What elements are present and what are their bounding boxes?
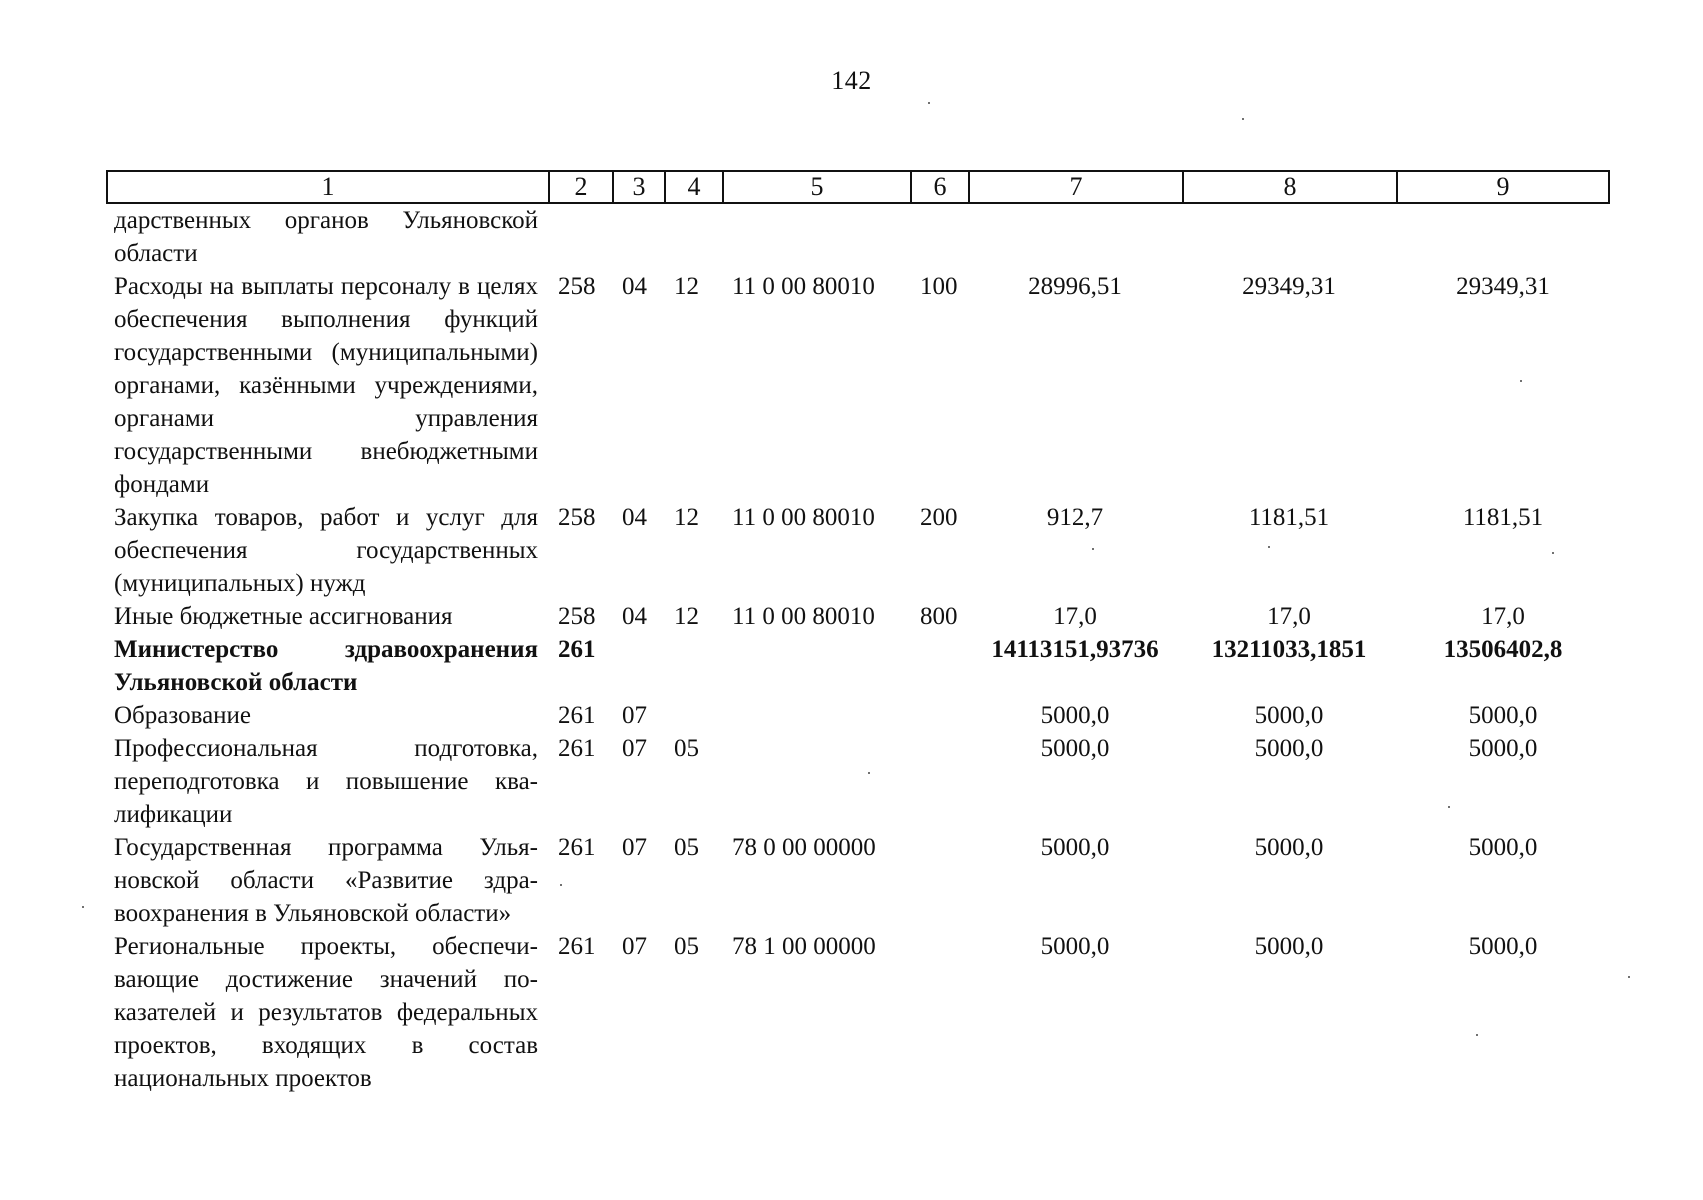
table-row <box>106 204 1610 270</box>
expense-type-cell <box>910 930 968 1095</box>
table-row <box>106 699 1610 732</box>
ministry-code-cell: 258 <box>558 273 596 300</box>
table-row <box>106 270 1610 501</box>
ministry-code-cell: 261 <box>558 636 596 663</box>
table-row <box>106 633 1610 699</box>
amount-year3-cell <box>1396 204 1610 270</box>
table-row <box>106 732 1610 831</box>
amount-year2-cell: 17,0 <box>1267 603 1311 630</box>
expense-type-cell: 200 <box>920 504 958 531</box>
target-article-cell <box>722 633 910 699</box>
target-article-cell: 11 0 00 80010 <box>732 603 875 630</box>
row-name-cell: Региональные проекты, обеспечивающие достижение значений показателей и результатов федеральных проектов, входящих в состав национальных проектов <box>114 933 538 1092</box>
ministry-code-cell: 258 <box>558 504 596 531</box>
target-article-cell: 78 0 00 00000 <box>732 834 876 861</box>
column-header: 4 <box>664 170 722 204</box>
column-header: 9 <box>1396 170 1610 204</box>
column-header: 7 <box>968 170 1182 204</box>
table-row <box>106 501 1610 600</box>
expense-type-cell <box>910 732 968 831</box>
column-header: 3 <box>612 170 664 204</box>
amount-year1-cell: 14113151,93736 <box>991 636 1159 663</box>
target-article-cell <box>722 732 910 831</box>
row-name-cell: дарственных органов Ульяновской области <box>114 207 538 267</box>
amount-year2-cell <box>1182 204 1396 270</box>
row-name-cell: Министерство здравоохранения Ульяновской области <box>114 636 538 696</box>
scan-speck <box>1628 976 1630 978</box>
budget-table <box>106 204 1610 1095</box>
section-code-cell: 04 <box>622 504 647 531</box>
section-code-cell: 04 <box>622 273 647 300</box>
amount-year3-cell: 5000,0 <box>1468 933 1538 960</box>
expense-type-cell: 100 <box>920 273 958 300</box>
page-number: 142 <box>831 66 872 95</box>
expense-type-cell <box>910 699 968 732</box>
amount-year1-cell: 912,7 <box>1046 504 1104 531</box>
amount-year1-cell: 17,0 <box>1053 603 1097 630</box>
target-article-cell: 78 1 00 00000 <box>732 933 876 960</box>
row-name-cell: Профессиональная подготовка, переподготовка и повышение квалификации <box>114 735 538 828</box>
expense-type-cell <box>910 831 968 930</box>
column-header: 5 <box>722 170 910 204</box>
amount-year2-cell: 1181,51 <box>1248 504 1330 531</box>
amount-year1-cell: 5000,0 <box>1040 834 1110 861</box>
section-code-cell <box>612 633 664 699</box>
ministry-code-cell <box>548 204 612 270</box>
amount-year3-cell: 13506402,8 <box>1443 636 1563 663</box>
amount-year3-cell: 29349,31 <box>1456 273 1550 300</box>
amount-year1-cell: 28996,51 <box>1028 273 1122 300</box>
amount-year3-cell: 5000,0 <box>1468 735 1538 762</box>
amount-year2-cell: 5000,0 <box>1254 933 1324 960</box>
column-header: 2 <box>548 170 612 204</box>
row-name-cell: Расходы на выплаты персоналу в целях обеспечения выполнения функций государственными (муниципальными) органами, казёнными учреждениями, органами управления государственными внебюджетными фондами <box>114 273 538 498</box>
subsection-code-cell: 12 <box>674 273 699 300</box>
target-article-cell <box>722 699 910 732</box>
column-header: 8 <box>1182 170 1396 204</box>
amount-year2-cell: 5000,0 <box>1254 834 1324 861</box>
section-code-cell: 07 <box>622 834 647 861</box>
amount-year2-cell: 5000,0 <box>1254 735 1324 762</box>
subsection-code-cell: 12 <box>674 603 699 630</box>
section-code-cell: 07 <box>622 933 647 960</box>
ministry-code-cell: 261 <box>558 834 596 861</box>
subsection-code-cell: 05 <box>674 933 699 960</box>
column-header: 1 <box>106 170 548 204</box>
target-article-cell: 11 0 00 80010 <box>732 504 875 531</box>
section-code-cell <box>612 204 664 270</box>
table-body <box>106 204 1610 1095</box>
amount-year3-cell: 1181,51 <box>1462 504 1544 531</box>
scan-speck <box>1242 118 1244 120</box>
row-name-cell: Государственная программа Ульяновской области «Развитие здравоохранения в Ульяновской области» <box>114 834 538 927</box>
amount-year1-cell: 5000,0 <box>1040 933 1110 960</box>
section-code-cell: 07 <box>622 735 647 762</box>
amount-year2-cell: 5000,0 <box>1254 702 1324 729</box>
expense-type-cell <box>910 633 968 699</box>
target-article-cell <box>722 204 910 270</box>
ministry-code-cell: 261 <box>558 933 596 960</box>
amount-year1-cell: 5000,0 <box>1040 702 1110 729</box>
amount-year1-cell: 5000,0 <box>1040 735 1110 762</box>
amount-year3-cell: 17,0 <box>1481 603 1525 630</box>
scan-speck <box>928 102 930 104</box>
scan-speck <box>82 906 84 908</box>
table-row <box>106 600 1610 633</box>
row-name-cell: Иные бюджетные ассигнования <box>114 603 453 630</box>
ministry-code-cell: 261 <box>558 702 596 729</box>
table-row <box>106 831 1610 930</box>
expense-type-cell <box>910 204 968 270</box>
ministry-code-cell: 261 <box>558 735 596 762</box>
column-header: 6 <box>910 170 968 204</box>
row-name-cell: Образование <box>114 702 252 729</box>
section-code-cell: 07 <box>622 702 647 729</box>
table-header-row <box>106 170 1610 204</box>
amount-year2-cell: 29349,31 <box>1242 273 1336 300</box>
subsection-code-cell <box>664 699 722 732</box>
table-row <box>106 930 1610 1095</box>
amount-year3-cell: 5000,0 <box>1468 702 1538 729</box>
subsection-code-cell <box>664 204 722 270</box>
amount-year2-cell: 13211033,1851 <box>1211 636 1367 663</box>
amount-year1-cell <box>968 204 1182 270</box>
target-article-cell: 11 0 00 80010 <box>732 273 875 300</box>
row-name-cell: Закупка товаров, работ и услуг для обеспечения государственных (муниципальных) нужд <box>114 504 538 597</box>
expense-type-cell: 800 <box>920 603 958 630</box>
amount-year3-cell: 5000,0 <box>1468 834 1538 861</box>
ministry-code-cell: 258 <box>558 603 596 630</box>
subsection-code-cell <box>664 633 722 699</box>
subsection-code-cell: 05 <box>674 834 699 861</box>
section-code-cell: 04 <box>622 603 647 630</box>
subsection-code-cell: 05 <box>674 735 699 762</box>
subsection-code-cell: 12 <box>674 504 699 531</box>
